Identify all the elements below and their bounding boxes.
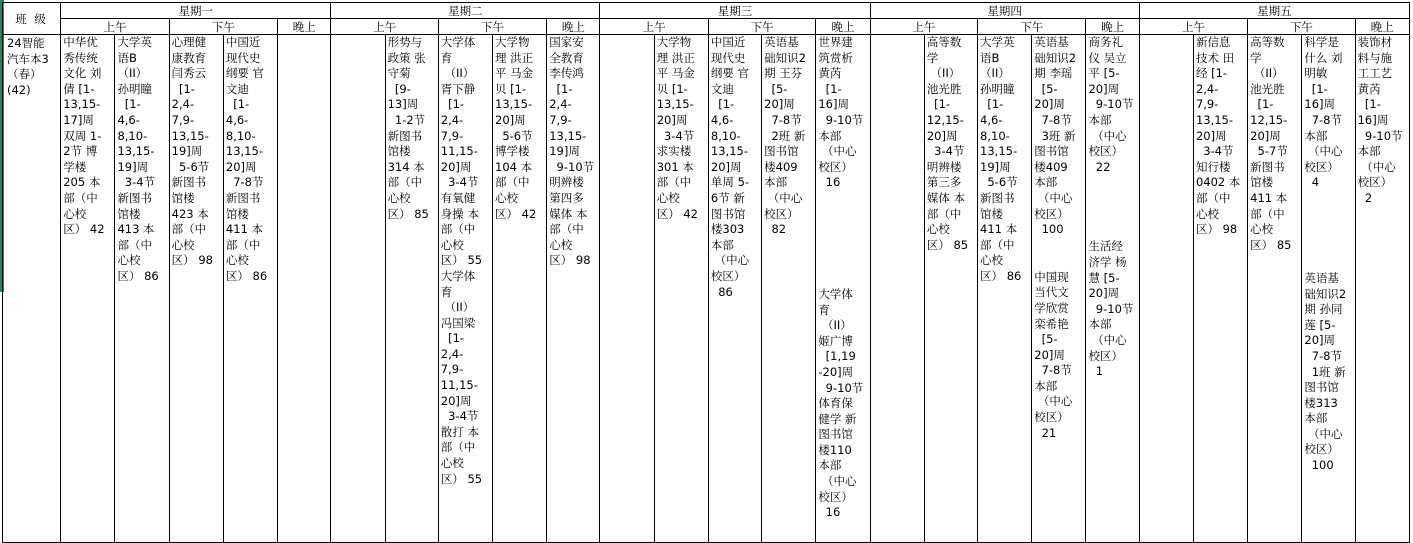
mon-pm-slot-2[interactable]	[223, 35, 277, 543]
course-entry: 大学体 育 （II） 冯国梁 [1- 2,4- 7,9- 11,15- 20]周 3-4节 散打 本 部（中 心校 区） 55	[440, 268, 483, 486]
course-entry: 科学是 什么 刘 明敏 [1- 16]周 7-8节 本部 （中心 校区） 4	[1304, 35, 1343, 190]
class-name-cell[interactable]	[3, 35, 61, 543]
tue-pm-slot-2[interactable]	[547, 35, 600, 543]
class-row	[3, 35, 1410, 543]
course-entry: 大学体 育 （II） 胥下静 [1- 2,4- 7,9- 11,15- 20]周 3-4节 有氧健 身操 本 部（中 心校 区） 55	[440, 35, 483, 268]
fri-am-slot-1[interactable]	[1139, 35, 1193, 543]
part-header-eve: 晚上	[1355, 19, 1409, 35]
class-name: 24智能 汽车本3 （春） (42)	[7, 36, 49, 97]
part-header-pm: 下午	[708, 19, 815, 35]
tue-am-slot-3[interactable]	[438, 35, 492, 543]
entry-spacer	[1086, 191, 1138, 207]
part-header-eve: 晚上	[278, 19, 331, 35]
mon-am-slot-2[interactable]	[115, 35, 169, 543]
entry-spacer	[1086, 207, 1138, 223]
entry-spacer	[816, 223, 869, 239]
timetable	[2, 2, 1410, 543]
course-entry: 大学英 语B （II） 孙明瞳 [1- 4,6- 8,10- 13,15- 19]周 3-4节 新图书 馆楼 413 本 部（中 心校 区） 86	[117, 35, 159, 283]
mon-pm-slot-1[interactable]	[169, 35, 223, 543]
course-entry: 高等数 学 （II） 池光胜 [1- 12,15- 20]周 5-7节 新图书 馆楼 411 本 部（中 心校 区） 85	[1250, 35, 1292, 252]
entry-spacer	[816, 207, 869, 223]
course-entry: 英语基 础知识2 期 李瑶 [5- 20]周 7-8节 3班 新 图书馆 楼409 本部 （中心 校区） 100	[1034, 35, 1077, 237]
entry-spacer	[816, 271, 869, 287]
part-header-pm: 下午	[978, 19, 1086, 35]
part-header-eve: 晚上	[1086, 19, 1139, 35]
tue-pm-slot-1[interactable]	[493, 35, 547, 543]
course-entry: 生活经 济学 杨 慧 [5- 20]周 9-10节 本部 （中心 校区） 1	[1088, 239, 1134, 379]
entry-spacer	[1302, 207, 1354, 223]
part-header-am: 上午	[600, 19, 708, 35]
entry-spacer	[816, 239, 869, 255]
wed-am-slot-2[interactable]	[654, 35, 708, 543]
entry-spacer	[1302, 255, 1354, 271]
part-header-eve: 晚上	[547, 19, 600, 35]
part-header-pm: 下午	[169, 19, 277, 35]
fri-pm-slot-2[interactable]	[1302, 35, 1355, 543]
part-header-pm: 下午	[438, 19, 546, 35]
part-header-am: 上午	[61, 19, 169, 35]
course-entry: 新信息 技术 田 经 [1- 2,4- 7,9- 13,15- 20]周 3-4节 知行楼 0402 本 部（中 心校 区） 98	[1195, 35, 1241, 237]
tue-am-slot-2[interactable]	[385, 35, 438, 543]
part-header-am: 上午	[1139, 19, 1247, 35]
entry-spacer	[1302, 191, 1354, 207]
course-entry: 中国近 现代史 纲要 官 文迪 [1- 4,6- 8,10- 13,15- 20]周 单周 5- 6节 新 图书馆 楼303 本部 （中心 校区） 86	[710, 35, 750, 299]
course-entry: 大学物 理 洪正 平 马金 贝 [1- 13,15- 20]周 3-4节 求实楼 301 本 部（中 心校 区） 42	[656, 35, 698, 221]
entry-spacer	[1086, 223, 1138, 239]
course-entry: 大学体 育 （II） 姬广博 [1,19 -20]周 9-10节 体育保 健学 新 图书馆 楼110 本部 （中心 校区） 16	[818, 286, 864, 520]
course-entry: 高等数 学 （II） 池光胜 [1- 12,15- 20]周 3-4节 明辨楼 第三多 媒体 本 部（中 心校 区） 85	[926, 35, 969, 252]
class-column-header: 班 级	[3, 3, 61, 35]
tue-am-slot-1[interactable]	[331, 35, 385, 543]
day-header-tuesday: 星期二	[331, 3, 600, 19]
day-header-friday: 星期五	[1139, 3, 1409, 19]
thu-pm-slot-1[interactable]	[978, 35, 1032, 543]
course-entry: 中华优 秀传统 文化 刘 倩 [1- 13,15- 17]周 双周 1- 2节 博 学楼 205 本 部（中 心校 区） 42	[63, 35, 105, 237]
mon-eve-slot[interactable]	[278, 35, 331, 543]
course-entry: 国家安 全教育 李传鸿 [1- 2,4- 7,9- 13,15- 19]周 9-10节 明辨楼 第四多 媒体 本 部（中 心校 区） 98	[549, 35, 595, 268]
course-entry: 英语基 础知识2 期 王芬 [5- 20]周 7-8节 2班 新 图书馆 楼409 本部 （中心 校区） 82	[764, 35, 806, 237]
entry-spacer	[1302, 239, 1354, 255]
course-entry: 商务礼 仪 吴立 平 [5- 20]周 9-10节 本部 （中心 校区） 22	[1088, 35, 1134, 174]
fri-am-slot-2[interactable]	[1193, 35, 1247, 543]
day-header-monday: 星期一	[61, 3, 331, 19]
part-header-pm: 下午	[1248, 19, 1355, 35]
part-header-am: 上午	[331, 19, 438, 35]
mon-am-slot-1[interactable]	[61, 35, 115, 543]
course-entry: 心理健 康教育 闫秀云 [1- 2,4- 7,9- 13,15- 19]周 5-6节 新图书 馆楼 423 本 部（中 心校 区） 98	[171, 35, 213, 268]
course-entry: 世界建 筑赏析 黄芮 [1- 16]周 9-10节 本部 （中心 校区） 16	[818, 35, 864, 190]
wed-am-slot-1[interactable]	[600, 35, 654, 543]
thu-pm-slot-2[interactable]	[1032, 35, 1086, 543]
course-entry: 英语基 础知识2 期 孙同 莲 [5- 20]周 7-8节 1班 新 图书馆 楼313 本部 （中心 校区） 100	[1304, 270, 1347, 473]
course-entry: 大学英 语B （II） 孙明瞳 [1- 4,6- 8,10- 13,15- 19]周 5-6节 新图书 馆楼 411 本 部（中 心校 区） 86	[980, 35, 1022, 283]
entry-spacer	[1032, 254, 1085, 270]
part-header-eve: 晚上	[816, 19, 870, 35]
fri-eve-slot[interactable]	[1355, 35, 1409, 543]
wed-eve-slot[interactable]	[816, 35, 870, 543]
thu-am-slot-1[interactable]	[870, 35, 924, 543]
entry-spacer	[1302, 223, 1354, 239]
day-header-thursday: 星期四	[870, 3, 1139, 19]
course-entry: 装饰材 料与施 工工艺 黄芮 [1- 16]周 9-10节 本部 （中心 校区） 2	[1357, 35, 1403, 205]
entry-spacer	[816, 255, 869, 271]
wed-pm-slot-2[interactable]	[762, 35, 816, 543]
entry-spacer	[1032, 238, 1085, 254]
thu-am-slot-2[interactable]	[924, 35, 977, 543]
course-entry: 中国现 当代文 学欣赏 栾希艳 [5- 20]周 7-8节 本部 （中心 校区） 21	[1034, 269, 1073, 440]
fri-pm-slot-1[interactable]	[1248, 35, 1302, 543]
part-header-am: 上午	[870, 19, 977, 35]
course-entry: 中国近 现代史 纲要 官 文迪 [1- 4,6- 8,10- 13,15- 20]周 7-8节 新图书 馆楼 411 本 部（中 心校 区） 86	[225, 35, 268, 283]
course-entry: 形势与 政策 张 守菊 [9- 13]周 1-2节 新图书 馆楼 314 本 部（中 心校 区） 85	[387, 35, 429, 221]
entry-spacer	[1086, 175, 1138, 191]
day-header-wednesday: 星期三	[600, 3, 870, 19]
wed-pm-slot-1[interactable]	[708, 35, 761, 543]
course-entry: 大学物 理 洪正 平 马金 贝 [1- 13,15- 20]周 5-6节 博学楼 104 本 部（中 心校 区） 42	[495, 35, 537, 221]
entry-spacer	[816, 191, 869, 207]
thu-eve-slot[interactable]	[1086, 35, 1139, 543]
